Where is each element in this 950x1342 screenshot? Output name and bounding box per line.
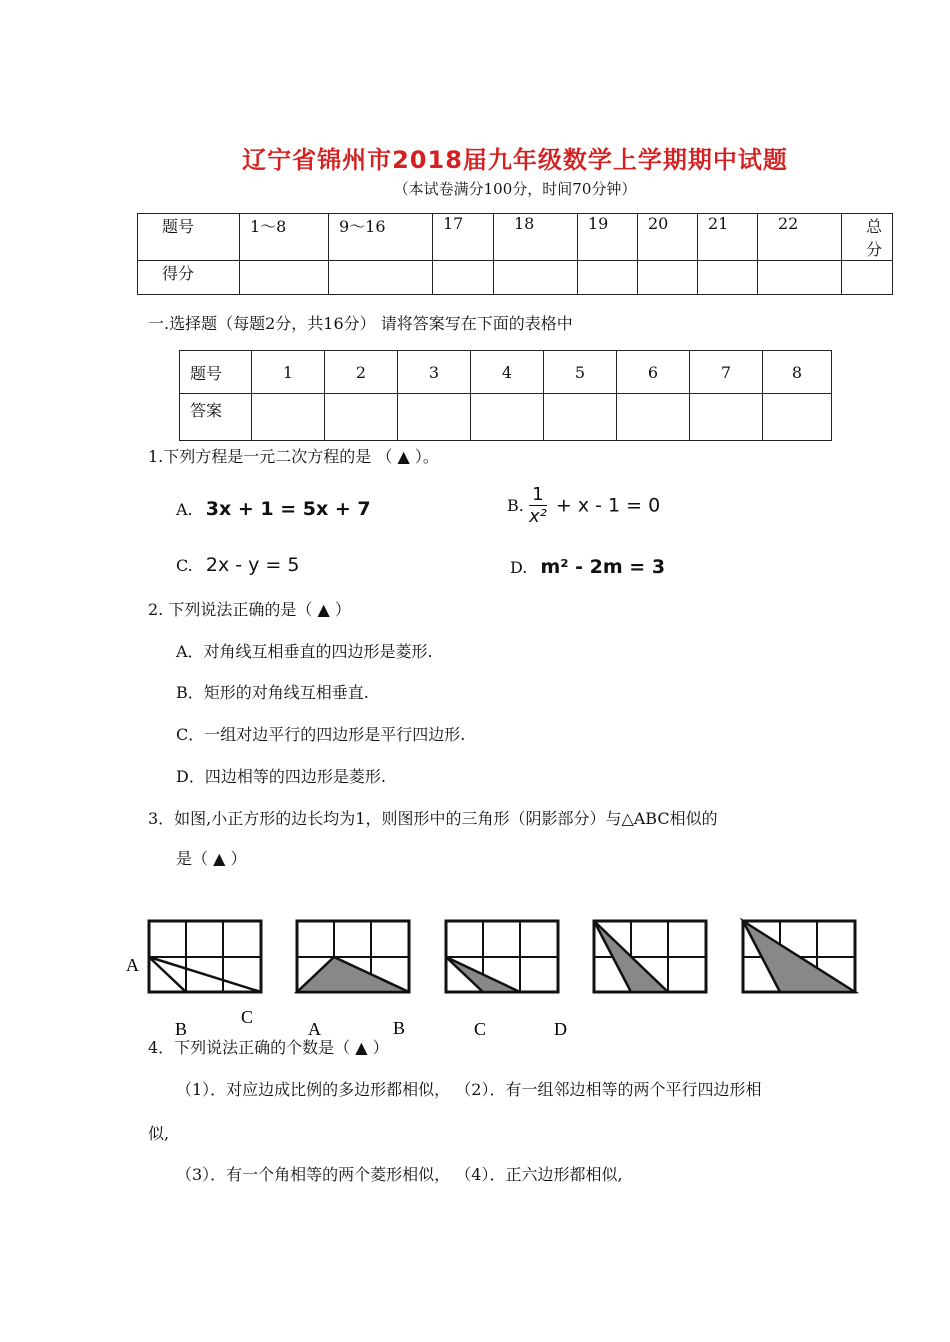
triangle-abc <box>149 957 261 992</box>
answer-cell[interactable] <box>471 394 544 441</box>
answer-cell[interactable] <box>690 394 763 441</box>
score-header-cell: 1～8 <box>240 214 329 261</box>
section-1-heading: 一.选择题（每题2分，共16分） 请将答案写在下面的表格中 <box>148 314 573 333</box>
shaded-triangle-a <box>297 957 409 992</box>
question-1-option-b <box>507 484 660 527</box>
question-1-option-d <box>510 556 665 578</box>
score-header-cell: 17 <box>433 214 494 261</box>
score-cell[interactable] <box>638 261 698 295</box>
score-cell[interactable] <box>842 261 893 295</box>
score-header-cell: 18 <box>494 214 578 261</box>
page-title: 辽宁省锦州市2018届九年级数学上学期期中试题 <box>242 146 788 174</box>
option-label: B. <box>507 496 524 515</box>
answer-header-cell: 6 <box>617 351 690 394</box>
answer-header-cell: 5 <box>544 351 617 394</box>
option-label-c: C <box>474 1019 487 1039</box>
question-2-option-c: C．一组对边平行的四边形是平行四边形. <box>176 725 466 744</box>
answer-table-answer-row <box>180 394 832 441</box>
fraction-denominator: x² <box>528 506 547 527</box>
answer-header-cell: 8 <box>763 351 832 394</box>
grid-option-a <box>297 921 409 992</box>
score-cell[interactable] <box>433 261 494 295</box>
answer-table <box>179 350 832 441</box>
question-2-option-d: D．四边相等的四边形是菱形. <box>176 767 386 786</box>
question-2-option-a: A．对角线互相垂直的四边形是菱形. <box>176 642 433 661</box>
answer-header-cell: 1 <box>252 351 325 394</box>
answer-cell[interactable] <box>544 394 617 441</box>
score-header-cell: 9～16 <box>329 214 433 261</box>
score-table <box>137 213 893 295</box>
score-header-cell: 总分 <box>842 214 893 261</box>
answer-row-label: 答案 <box>180 394 252 441</box>
question-2-option-b: B．矩形的对角线互相垂直. <box>176 683 369 702</box>
answer-cell[interactable] <box>325 394 398 441</box>
score-cell[interactable] <box>578 261 638 295</box>
answer-header-cell: 4 <box>471 351 544 394</box>
grid-option-b <box>446 921 558 992</box>
question-4-stem: 4．下列说法正确的个数是（ ▲ ） <box>148 1038 389 1057</box>
answer-table-header-row <box>180 351 832 394</box>
score-header-cell: 22 <box>758 214 842 261</box>
option-expression: 2x - y = 5 <box>205 554 300 576</box>
score-table-score-row <box>138 261 893 295</box>
grid-option-d <box>743 921 855 992</box>
question-1-option-a <box>176 498 371 520</box>
answer-header-cell: 3 <box>398 351 471 394</box>
score-cell[interactable] <box>240 261 329 295</box>
answer-cell[interactable] <box>398 394 471 441</box>
option-label-a: A <box>308 1019 321 1039</box>
question-4-statement-line-2: 似, <box>148 1124 170 1143</box>
question-4-statement-line-3: （3）．有一个角相等的两个菱形相似， （4）．正六边形都相似, <box>176 1165 623 1184</box>
score-header-cell: 21 <box>698 214 758 261</box>
fraction <box>529 484 547 527</box>
question-1-stem: 1.下列方程是一元二次方程的是 （ ▲ ）。 <box>148 447 439 466</box>
option-label-d: D <box>554 1019 567 1039</box>
vertex-label-c: C <box>241 1007 254 1027</box>
score-row-label: 得分 <box>138 261 240 295</box>
option-label: A. <box>176 500 193 519</box>
grid-abc <box>149 921 261 992</box>
score-cell[interactable] <box>329 261 433 295</box>
option-expression: + x - 1 = 0 <box>555 494 661 517</box>
answer-header-cell: 2 <box>325 351 398 394</box>
option-label: D. <box>510 558 528 577</box>
vertex-label-a: A <box>126 955 139 975</box>
option-expression: 3x + 1 = 5x + 7 <box>205 498 371 520</box>
answer-header-cell: 题号 <box>180 351 252 394</box>
question-1-option-c <box>176 554 299 576</box>
score-table-header-row <box>138 214 893 261</box>
score-header-cell: 19 <box>578 214 638 261</box>
question-4-statement-line-1: （1）．对应边成比例的多边形都相似， （2）．有一组邻边相等的两个平行四边形相 <box>176 1080 762 1099</box>
vertex-label-b: B <box>175 1019 188 1039</box>
answer-cell[interactable] <box>617 394 690 441</box>
question-2-stem: 2. 下列说法正确的是（ ▲ ） <box>148 600 351 619</box>
score-header-cell: 20 <box>638 214 698 261</box>
score-cell[interactable] <box>698 261 758 295</box>
option-label-b: B <box>393 1018 406 1038</box>
answer-cell[interactable] <box>763 394 832 441</box>
option-label: C. <box>176 556 193 575</box>
grid-option-c <box>594 921 706 992</box>
page-subtitle: （本试卷满分100分，时间70分钟） <box>393 180 637 198</box>
option-expression: m² - 2m = 3 <box>540 556 666 578</box>
question-3-stem-line-2: 是（ ▲ ） <box>176 849 247 868</box>
score-cell[interactable] <box>758 261 842 295</box>
question-3-figure <box>0 900 950 1050</box>
fraction-numerator: 1 <box>529 484 547 506</box>
score-header-cell: 题号 <box>138 214 240 261</box>
answer-header-cell: 7 <box>690 351 763 394</box>
score-cell[interactable] <box>494 261 578 295</box>
answer-cell[interactable] <box>252 394 325 441</box>
question-3-stem-line-1: 3．如图,小正方形的边长均为1，则图形中的三角形（阴影部分）与△ABC相似的 <box>148 809 718 828</box>
